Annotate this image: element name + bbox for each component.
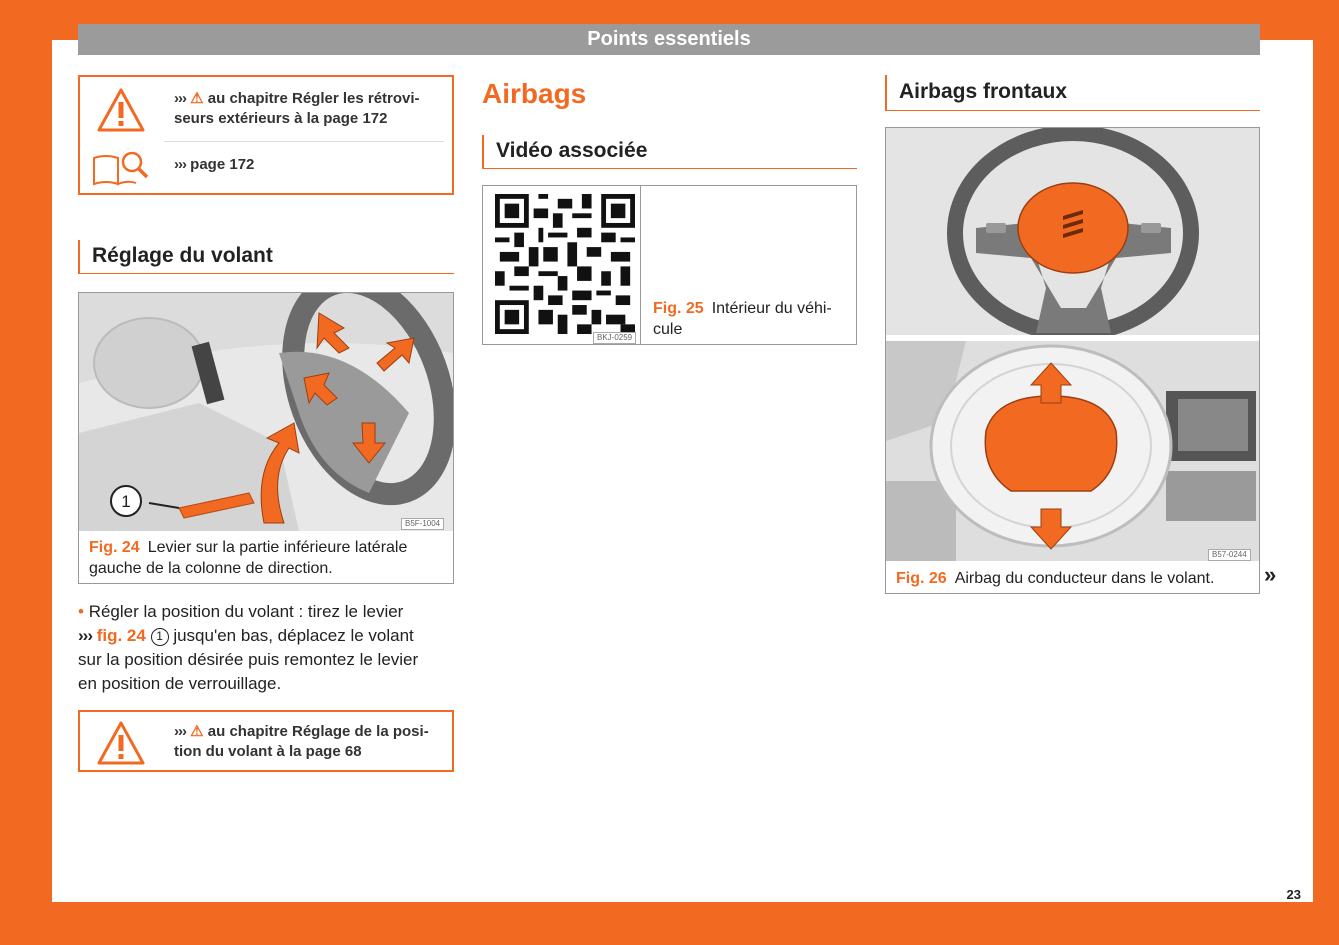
steering-wheel-illustration (79, 293, 453, 531)
section-title-steering: Réglage du volant (78, 240, 454, 274)
image-code: BKJ-0259 (593, 332, 636, 344)
section-title-front-airbags: Airbags frontaux (885, 75, 1260, 111)
qr-code-cell[interactable] (483, 186, 641, 344)
warning-inline-icon: ⚠ (190, 723, 204, 740)
manual-search-icon (86, 145, 156, 191)
chapter-title-airbags: Airbags (482, 78, 587, 109)
figure-24-reference-link[interactable]: fig. 24 (96, 626, 146, 645)
image-code: B57-0244 (1208, 549, 1251, 561)
figure-25 (482, 185, 857, 345)
instruction-paragraph: • Régler la position du volant : tirez le levier ››› fig. 24 1 jusqu'en bas, déplacez le volant sur la position désirée puis remontez le levier en position de verrouillage. (78, 602, 419, 693)
warning-box-top-text: ››› ⚠ au chapitre Régler les rétrovi- seurs extérieurs à la page 172 (174, 90, 420, 127)
image-code: B5F-1004 (401, 518, 444, 530)
warning-icon (86, 85, 156, 135)
steering-wheel-airbag-illustration (886, 128, 1259, 335)
figure-24-caption: Fig. 24 Levier sur la partie inférieure latérale gauche de la colonne de direction. (89, 539, 408, 577)
continue-mark: » (1264, 562, 1277, 587)
figure-25-caption: Fig. 25 Intérieur du véhi- cule (653, 300, 832, 338)
warning-box-top (78, 75, 454, 195)
figure-26 (885, 127, 1260, 594)
warning-inline-icon: ⚠ (190, 90, 204, 107)
deployed-airbag-illustration (886, 341, 1259, 561)
page-header: Points essentiels (78, 24, 1260, 55)
svg-text:1: 1 (121, 492, 131, 511)
warning-icon (86, 718, 156, 768)
figure-26-caption: Fig. 26 Airbag du conducteur dans le volant. (896, 570, 1215, 587)
qr-code-icon[interactable] (495, 194, 635, 334)
page-reference-link[interactable]: ››› page 172 (174, 156, 255, 173)
warning-box-bottom-text: ››› ⚠ au chapitre Réglage de la posi- tion du volant à la page 68 (174, 723, 429, 760)
callout-number: 1 (151, 628, 169, 646)
figure-24 (78, 292, 454, 584)
page-number: 23 (1286, 887, 1301, 902)
section-title-video: Vidéo associée (482, 135, 857, 169)
box-separator (164, 141, 444, 142)
warning-box-bottom (78, 710, 454, 772)
